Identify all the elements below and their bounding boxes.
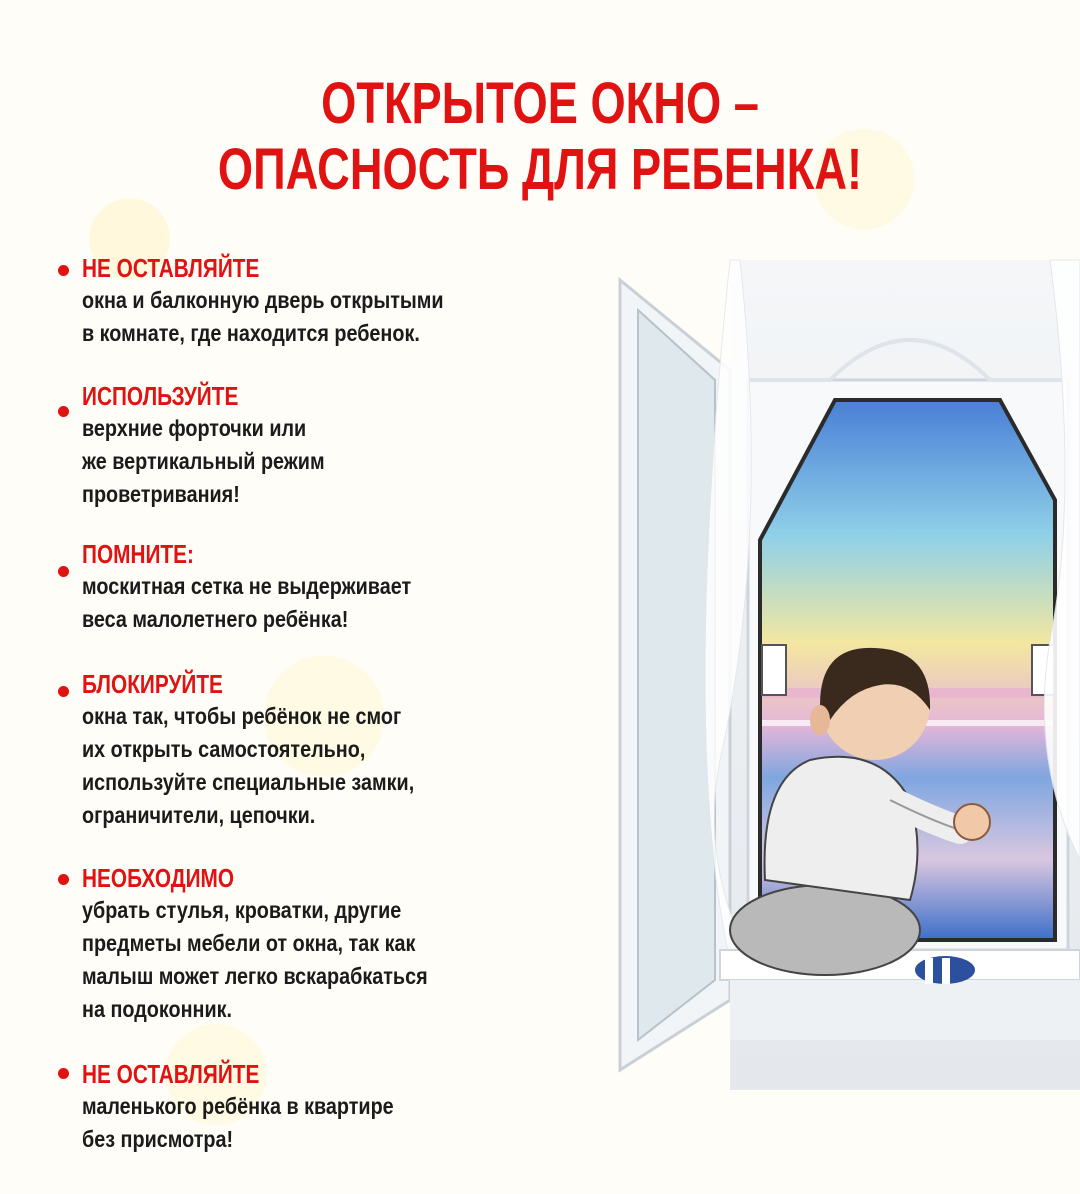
rule-text-line: ограничители, цепочки.: [82, 802, 316, 828]
rule-text-line: окна так, чтобы ребёнок не смог: [82, 703, 402, 729]
rule-text-line: малыш может легко вскарабкаться: [82, 963, 428, 989]
bullet-icon: [58, 265, 69, 276]
rule-text-line: без присмотра!: [82, 1126, 234, 1152]
rule-item: [58, 862, 484, 1026]
rule-text-line: их открыть самостоятельно,: [82, 736, 366, 762]
rule-heading: НЕ ОСТАВЛЯЙТЕ: [82, 253, 260, 283]
rule-text-line: предметы мебели от окна, так как: [82, 930, 416, 956]
title-line-2: ОПАСНОСТЬ ДЛЯ РЕБЕНКА!: [217, 137, 863, 202]
rule-text-line: москитная сетка не выдерживает: [82, 573, 412, 599]
rule-text-line: окна и балконную дверь открытыми: [82, 287, 444, 313]
open-sash-glass: [638, 310, 715, 1040]
rule-text-line: проветривания!: [82, 481, 240, 507]
rule-text-line: маленького ребёнка в квартире: [82, 1093, 394, 1119]
window-latch-left: [762, 645, 786, 695]
rule-text-line: же вертикальный режим: [82, 448, 325, 474]
bullet-icon: [58, 406, 69, 417]
rule-heading: ПОМНИТЕ:: [82, 539, 194, 569]
title-line-1: ОТКРЫТОЕ ОКНО –: [321, 71, 759, 136]
rule-text-line: веса малолетнего ребёнка!: [82, 606, 349, 632]
sill-front: [730, 980, 1080, 1040]
bullet-icon: [58, 686, 69, 697]
bullet-icon: [58, 874, 69, 885]
rule-text-line: используйте специальные замки,: [82, 769, 415, 795]
rule-heading: ИСПОЛЬЗУЙТЕ: [82, 381, 239, 411]
rule-item: [58, 538, 465, 636]
rule-heading: НЕ ОСТАВЛЯЙТЕ: [82, 1059, 260, 1089]
rule-item: [58, 668, 468, 832]
rule-heading: БЛОКИРУЙТЕ: [82, 669, 223, 699]
rule-item: [58, 1058, 444, 1156]
rule-text-line: в комнате, где находится ребенок.: [82, 320, 420, 346]
bullet-icon: [58, 1068, 69, 1079]
rule-text-line: убрать стулья, кроватки, другие: [82, 897, 402, 923]
rule-text-line: на подоконник.: [82, 996, 233, 1022]
rule-item: [58, 380, 364, 511]
rule-heading: НЕОБХОДИМО: [82, 863, 235, 893]
rule-item: [58, 252, 502, 350]
child-at-window-illustration: [580, 240, 1080, 1150]
bullet-icon: [58, 566, 69, 577]
rule-text-line: верхние форточки или: [82, 415, 307, 441]
